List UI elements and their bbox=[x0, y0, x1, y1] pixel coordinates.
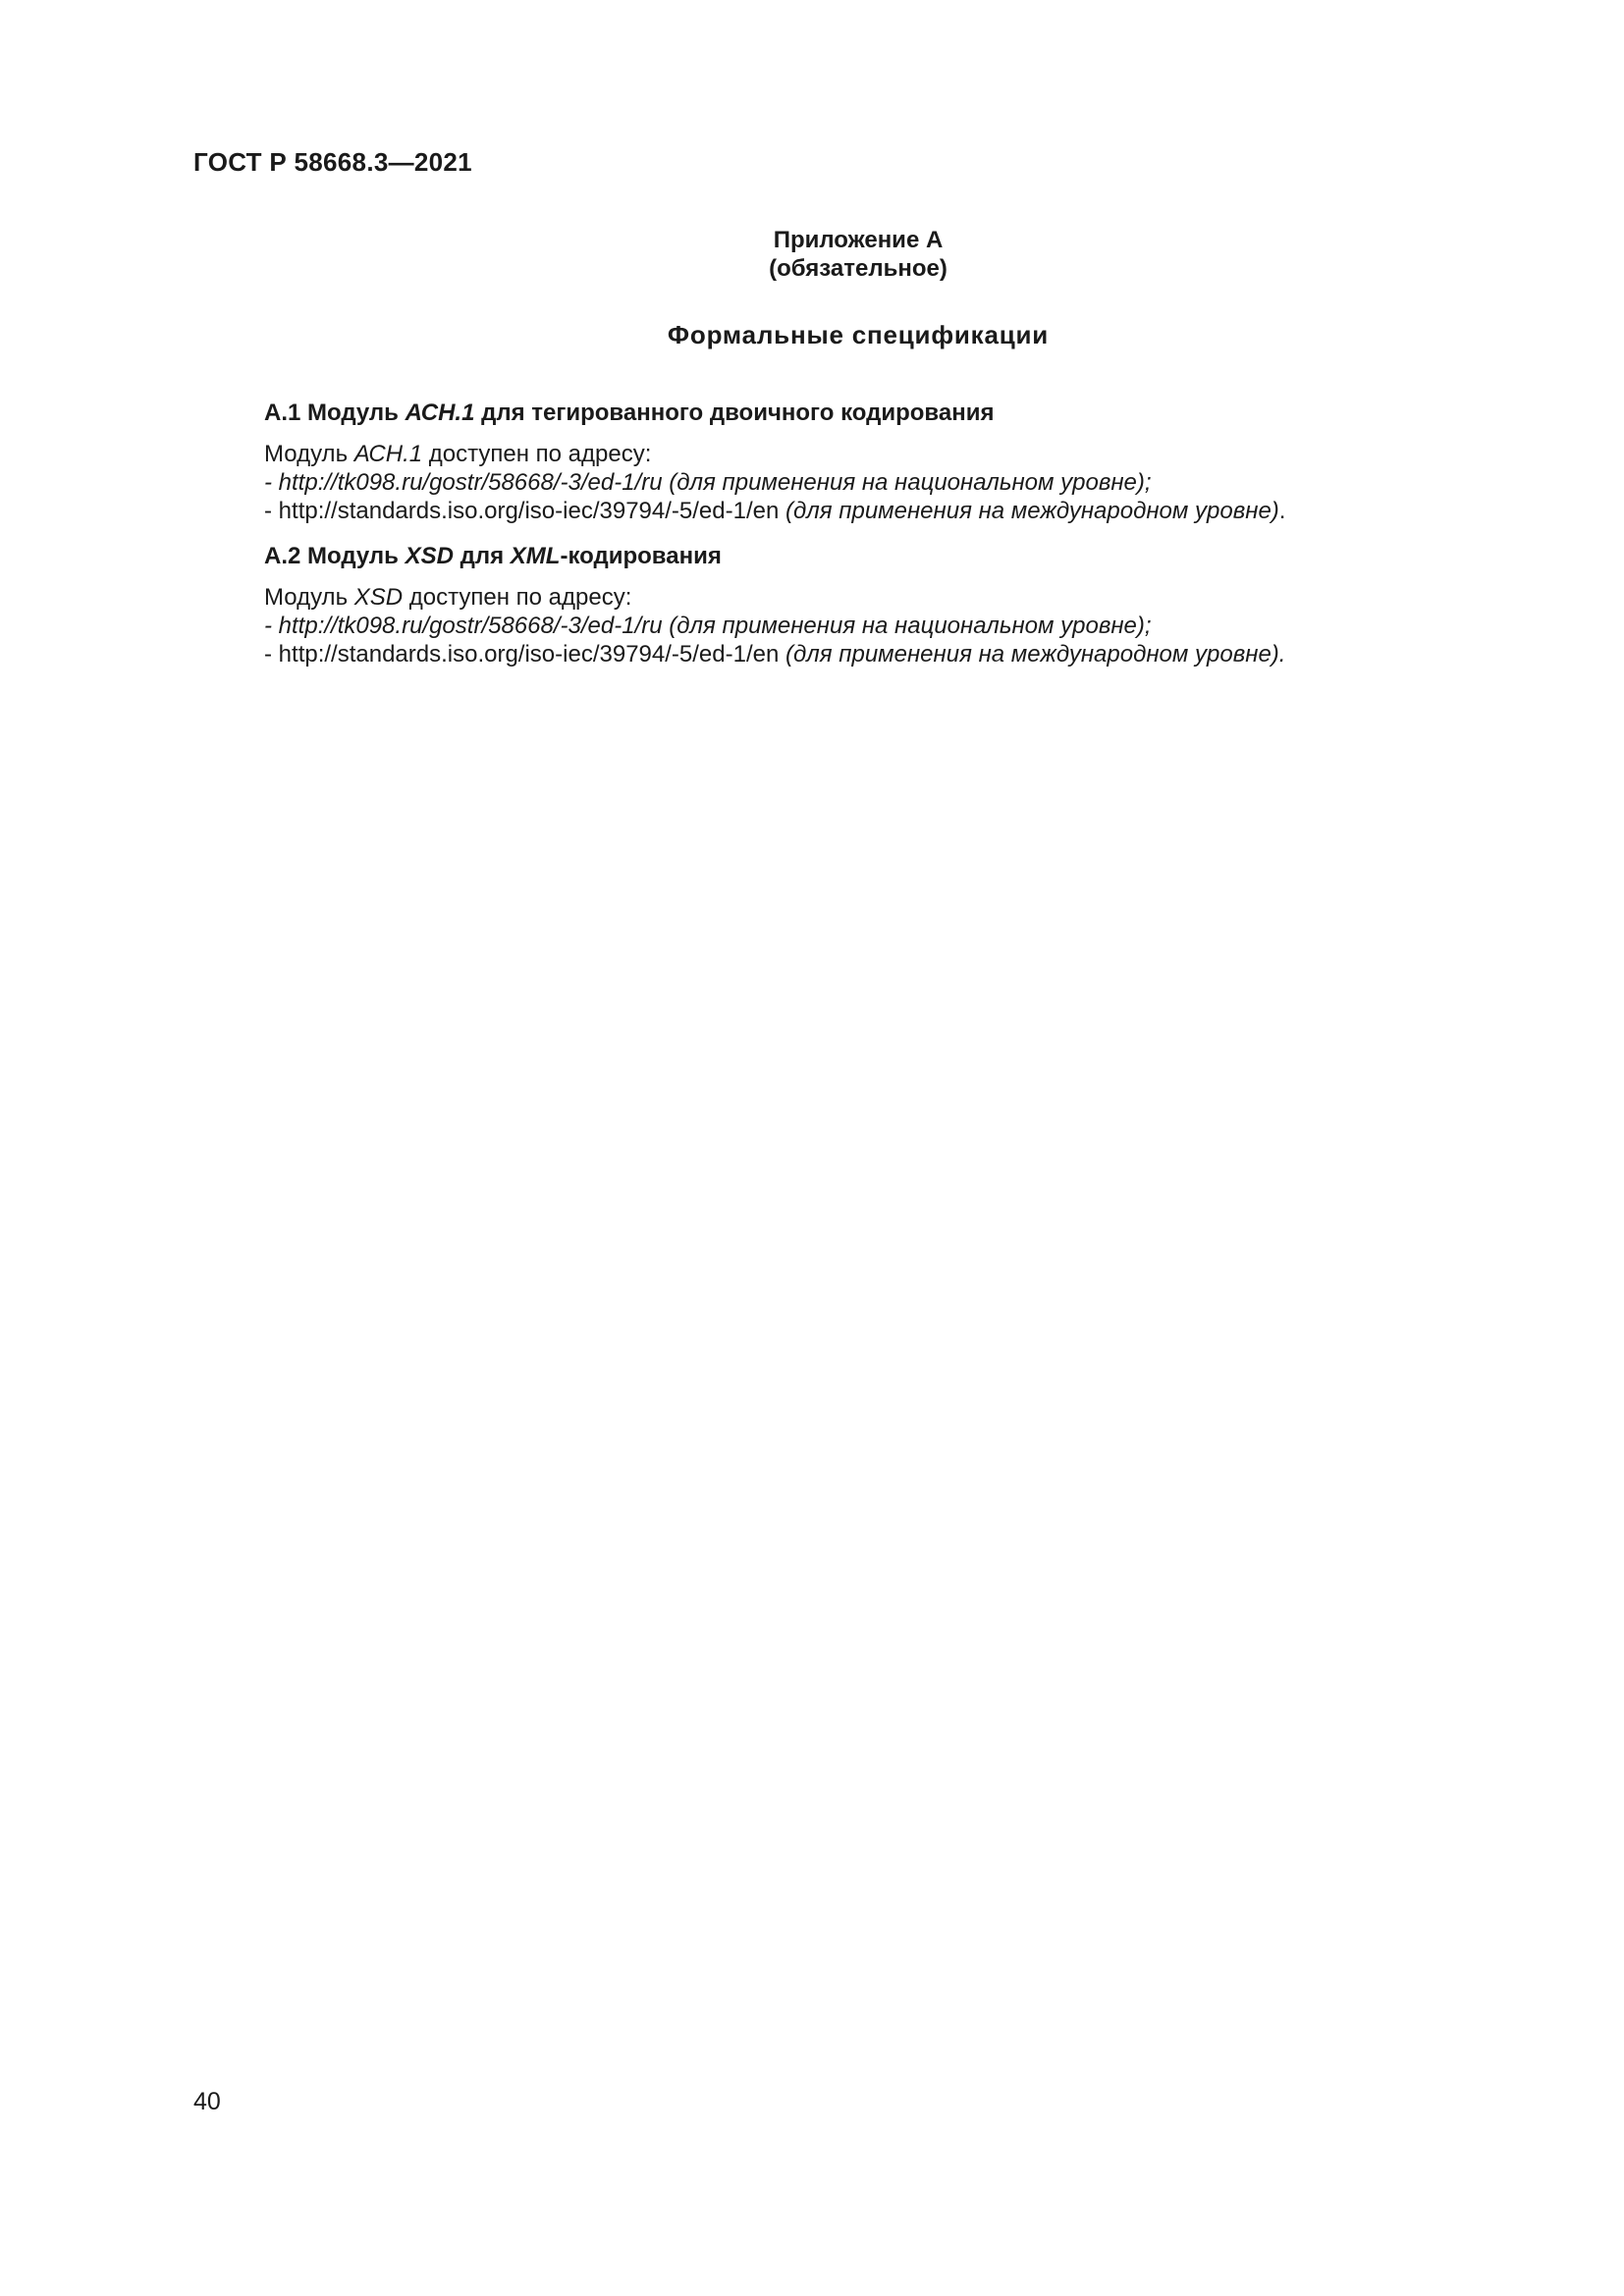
heading-text: Модуль bbox=[307, 400, 399, 426]
international-url[interactable]: http://standards.iso.org/iso-iec/39794/-5/ed-1/en bbox=[278, 498, 780, 524]
appendix-header bbox=[0, 226, 1624, 283]
appendix-title bbox=[0, 320, 1624, 350]
section-a1-heading bbox=[264, 399, 1472, 428]
section-a2-intro bbox=[264, 583, 1472, 612]
section-a2 bbox=[264, 542, 1472, 668]
line-end: . bbox=[1278, 498, 1286, 524]
heading-text: -кодирования bbox=[560, 543, 722, 569]
appendix-title-text: Формальные спецификации bbox=[667, 320, 1050, 349]
heading-text: для bbox=[460, 543, 505, 569]
page-number: 40 bbox=[193, 2088, 221, 2115]
heading-term: XML bbox=[510, 543, 561, 569]
heading-term: АСН.1 bbox=[405, 400, 475, 426]
intro-term: XSD bbox=[353, 584, 404, 611]
appendix-status: (обязательное) bbox=[769, 255, 947, 282]
heading-text: для тегированного двоичного кодирования bbox=[481, 400, 995, 426]
list-dash: - bbox=[264, 498, 279, 524]
national-link-line: - http://tk098.ru/gostr/58668/-3/ed-1/ru (для применения на национальном уровне); bbox=[264, 613, 1152, 639]
list-dash: - bbox=[264, 641, 279, 667]
intro-text: доступен по адресу: bbox=[428, 441, 652, 467]
section-number: А.2 bbox=[264, 543, 301, 569]
intro-text: доступен по адресу: bbox=[408, 584, 632, 611]
intro-text: Модуль bbox=[264, 584, 349, 611]
section-number: А.1 bbox=[264, 400, 301, 426]
usage-note: (для применения на международном уровне). bbox=[785, 641, 1286, 667]
section-a1 bbox=[264, 399, 1472, 525]
international-link-line bbox=[264, 640, 1472, 668]
section-a1-intro bbox=[264, 440, 1472, 468]
intro-term: АСН.1 bbox=[353, 441, 423, 467]
section-a2-heading bbox=[264, 542, 1472, 571]
intro-text: Модуль bbox=[264, 441, 349, 467]
heading-term: XSD bbox=[405, 543, 454, 569]
usage-note: (для применения на международном уровне) bbox=[785, 498, 1279, 524]
international-link-line bbox=[264, 497, 1472, 525]
appendix-label: Приложение А bbox=[773, 227, 944, 253]
international-url[interactable]: http://standards.iso.org/iso-iec/39794/-5/ed-1/en bbox=[278, 641, 780, 667]
document-code: ГОСТ Р 58668.3—2021 bbox=[193, 147, 472, 177]
heading-text: Модуль bbox=[307, 543, 399, 569]
national-link-line: - http://tk098.ru/gostr/58668/-3/ed-1/ru (для применения на национальном уровне); bbox=[264, 469, 1152, 496]
